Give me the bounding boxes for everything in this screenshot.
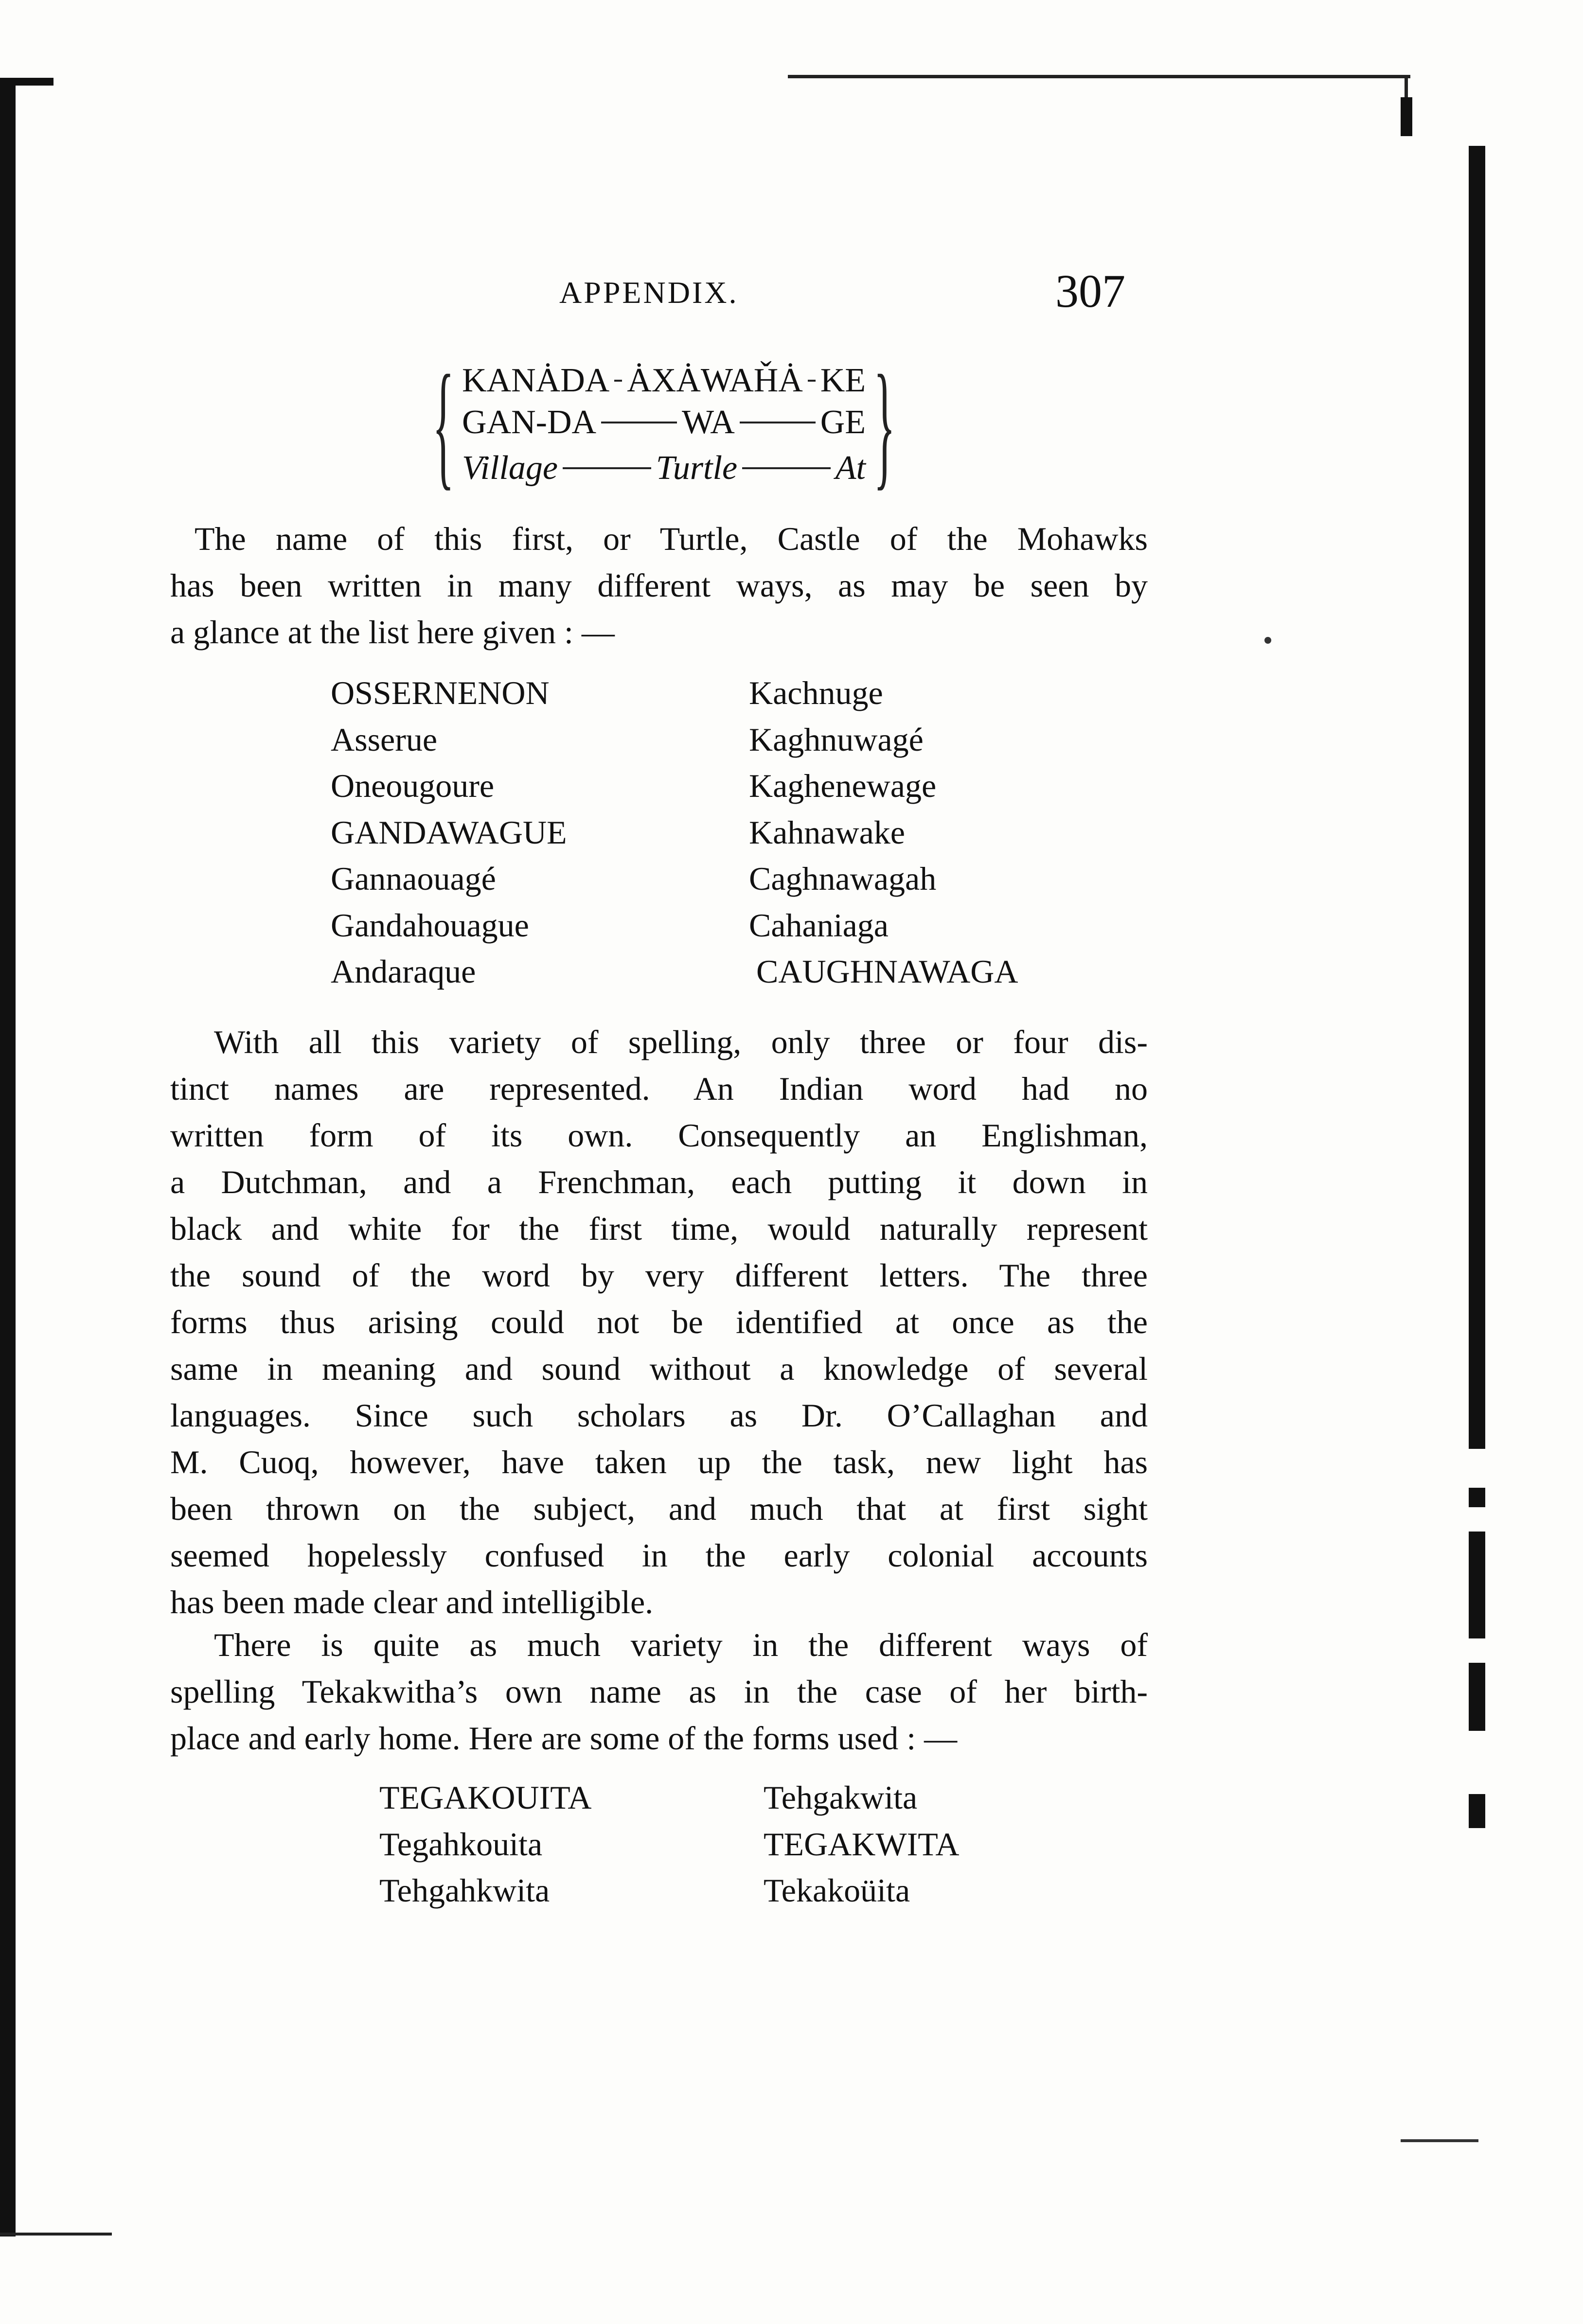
name-item: Andaraque xyxy=(331,953,476,990)
page-left-rule-top xyxy=(0,78,53,86)
page-bottom-rule xyxy=(0,2233,112,2236)
scan-speck xyxy=(1264,637,1271,644)
etym-word: GAN-DA xyxy=(462,404,597,441)
scan-edge-mark xyxy=(1469,1488,1485,1507)
etym-word: Village xyxy=(462,449,558,487)
name-item: TEGAKWITA xyxy=(764,1825,960,1863)
paragraph-spelling xyxy=(170,1019,1148,1625)
scan-edge-mark xyxy=(1469,1663,1485,1731)
text-line: black and white for the first time, would naturally represent xyxy=(170,1210,1148,1247)
page-left-rule xyxy=(0,78,16,2236)
page-top-rule xyxy=(788,75,1410,78)
name-item: TEGAKOUITA xyxy=(379,1779,592,1816)
name-item: Gandahouague xyxy=(331,906,529,944)
scan-edge-mark xyxy=(1469,1532,1485,1638)
etym-word: ȦXȦWAȞȦ xyxy=(627,362,803,399)
page-header xyxy=(0,265,1583,333)
running-head: APPENDIX. xyxy=(559,275,739,310)
name-item: Kachnuge xyxy=(749,674,883,711)
name-item: OSSERNENON xyxy=(331,674,550,711)
tekakwitha-names-left-column xyxy=(379,1775,591,1914)
text-line: has been made clear and intelligible. xyxy=(170,1584,654,1620)
name-item: Gannaouagé xyxy=(331,860,496,897)
page-number: 307 xyxy=(1055,265,1125,317)
name-item: Tekakoüita xyxy=(764,1872,910,1909)
paragraph-intro xyxy=(170,515,1148,655)
text-line: place and early home. Here are some of the forms used : — xyxy=(170,1720,958,1757)
etym-word: KE xyxy=(820,362,866,399)
name-item: Kaghenewage xyxy=(749,767,937,804)
name-item: Asserue xyxy=(331,721,438,758)
etymology-syllable-row xyxy=(462,401,866,444)
etym-word: Turtle xyxy=(656,449,738,487)
name-item: Kahnawake xyxy=(749,813,905,851)
text-line: been thrown on the subject, and much that at first sight xyxy=(170,1490,1148,1527)
right-brace: } xyxy=(873,346,895,502)
etym-word: KANȦDA xyxy=(462,362,610,399)
etym-word: At xyxy=(835,449,866,487)
name-item: Cahaniaga xyxy=(749,906,889,944)
etymology-meaning-row xyxy=(462,446,866,490)
text-line: M. Cuoq, however, have taken up the task, new light has xyxy=(170,1444,1148,1480)
name-item: Oneougoure xyxy=(331,767,495,804)
etymology-mohawk-row xyxy=(462,359,866,403)
text-line: languages. Since such scholars as Dr. O’Callaghan and xyxy=(170,1397,1148,1434)
castle-names-right-column xyxy=(749,670,1018,995)
name-item: Tehgakwita xyxy=(764,1779,918,1816)
etym-word: WA xyxy=(681,404,735,441)
name-item: GANDAWAGUE xyxy=(331,813,567,851)
left-brace: { xyxy=(432,346,454,502)
scan-edge-mark xyxy=(1469,1794,1485,1828)
paragraph-tekakwitha xyxy=(170,1621,1148,1761)
text-line: seemed hopelessly confused in the early colonial accounts xyxy=(170,1537,1148,1574)
text-line: has been written in many different ways, as may be seen by xyxy=(170,567,1148,604)
text-line: a Dutchman, and a Frenchman, each putting it down in xyxy=(170,1163,1148,1200)
scan-corner-mark xyxy=(1401,2139,1478,2142)
name-item: Caghnawagah xyxy=(749,860,937,897)
text-line: There is quite as much variety in the different ways of xyxy=(214,1626,1148,1663)
scan-edge-shadow xyxy=(1469,146,1485,1449)
name-item: Kaghnuwagé xyxy=(749,721,924,758)
text-line: spelling Tekakwitha’s own name as in the case of her birth- xyxy=(170,1673,1148,1710)
text-line: a glance at the list here given : — xyxy=(170,614,615,651)
text-line: written form of its own. Consequently an Englishman, xyxy=(170,1117,1148,1154)
text-line: tinct names are represented. An Indian word had no xyxy=(170,1070,1148,1107)
etym-word: GE xyxy=(820,404,866,441)
text-line: forms thus arising could not be identified at once as the xyxy=(170,1303,1148,1340)
etymology-block xyxy=(432,346,895,502)
name-item: Tehgahkwita xyxy=(379,1872,550,1909)
tekakwitha-names-right-column xyxy=(764,1775,959,1914)
text-line: With all this variety of spelling, only three or four dis- xyxy=(214,1023,1148,1060)
page-right-rule-block xyxy=(1401,97,1412,136)
castle-names-left-column xyxy=(331,670,567,995)
text-line: same in meaning and sound without a knowledge of several xyxy=(170,1350,1148,1387)
text-line: the sound of the word by very different letters. The three xyxy=(170,1257,1148,1294)
name-item: Tegahkouita xyxy=(379,1825,543,1863)
name-item: CAUGHNAWAGA xyxy=(756,953,1018,990)
text-line: The name of this first, or Turtle, Castle of the Mohawks xyxy=(195,520,1148,557)
